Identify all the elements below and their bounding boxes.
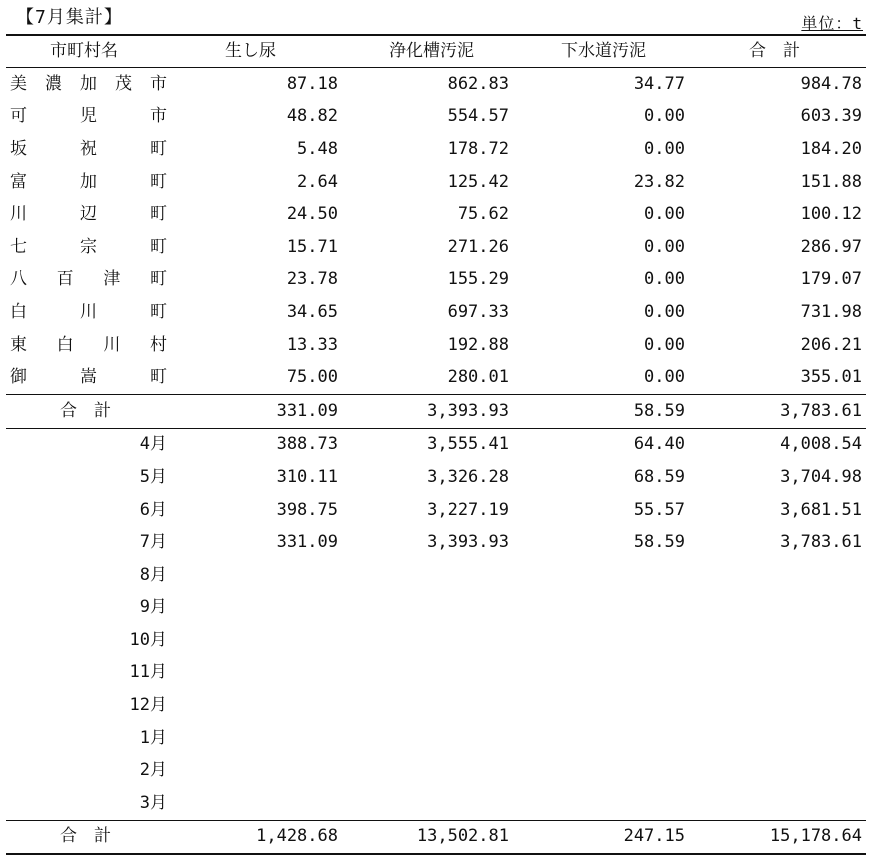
septic-sludge-value: 271.26 [447,236,509,257]
sewer-sludge-value: 0.00 [644,106,685,127]
municipality-name: 御嵩町 [10,367,167,388]
sewer-sludge-value [513,754,689,787]
grand-total-row [6,820,866,854]
municipality-row [6,198,866,231]
total-value: 3,681.51 [780,499,862,520]
subtotal-row [6,394,866,428]
month-row [6,754,866,787]
header-total: 合 計 [749,41,800,61]
raw-sewage-value: 23.78 [286,269,338,290]
month-row [6,657,866,690]
month-label: 11月 [129,662,167,683]
municipality-name: 七宗町 [10,236,167,257]
septic-sludge-value: 192.88 [447,334,509,355]
septic-sludge-value: 3,326.28 [427,466,509,487]
month-label: 7月 [139,532,167,553]
waste-table [6,34,866,855]
month-label: 10月 [129,629,167,650]
sewer-sludge-value: 0.00 [644,367,685,388]
septic-sludge-value: 3,227.19 [427,499,509,520]
septic-sludge-value: 125.42 [447,171,509,192]
septic-sludge-value: 155.29 [447,269,509,290]
septic-sludge-value [342,689,513,722]
total-value [689,624,866,657]
sewer-sludge-value [513,722,689,755]
municipality-name: 可児市 [10,106,167,127]
sewer-sludge-value: 68.59 [633,466,685,487]
raw-sewage-value [175,754,342,787]
sewer-sludge-value: 0.00 [644,138,685,159]
header-municipality: 市町村名 [50,41,118,61]
month-row [6,461,866,494]
septic-sludge-value [342,657,513,690]
header-sewer-sludge: 下水道汚泥 [561,41,646,61]
header-row [6,35,866,68]
septic-sludge-value: 3,393.93 [427,532,509,553]
septic-sludge-value: 3,555.41 [427,434,509,455]
total-value: 206.21 [800,334,862,355]
total-value: 4,008.54 [780,434,862,455]
raw-sewage-value: 48.82 [286,106,338,127]
sewer-sludge-value [513,689,689,722]
municipality-name: 東白川村 [10,334,167,355]
total-value: 3,704.98 [780,466,862,487]
total-value: 179.07 [800,269,862,290]
septic-sludge-value [342,592,513,625]
month-row [6,428,866,461]
raw-sewage-value [175,559,342,592]
raw-sewage-value [175,689,342,722]
sewer-sludge-value: 64.40 [633,434,685,455]
sewer-sludge-value: 0.00 [644,301,685,322]
septic-sludge-value [342,722,513,755]
raw-sewage-value: 388.73 [276,434,338,455]
month-row [6,526,866,559]
month-label: 8月 [139,564,167,585]
total-value [689,559,866,592]
raw-sewage-value: 310.11 [276,466,338,487]
subtotal-label: 合 計 [6,394,175,428]
septic-sludge-value: 75.62 [457,204,509,225]
grand-total-raw-sewage: 1,428.68 [175,820,342,854]
raw-sewage-value [175,787,342,820]
month-label: 3月 [139,792,167,813]
total-value: 151.88 [800,171,862,192]
raw-sewage-value: 34.65 [286,301,338,322]
subtotal-septic-sludge: 3,393.93 [342,394,513,428]
septic-sludge-value: 862.83 [447,73,509,94]
raw-sewage-value: 2.64 [297,171,338,192]
month-label: 9月 [139,597,167,618]
raw-sewage-value [175,624,342,657]
subtotal-section [6,394,866,428]
grand-total-label: 合 計 [6,820,175,854]
monthly-rows [6,428,866,820]
septic-sludge-value [342,559,513,592]
municipality-row [6,329,866,362]
municipality-name: 白川町 [10,301,167,322]
subtotal-raw-sewage: 331.09 [175,394,342,428]
month-label: 12月 [129,695,167,716]
municipality-row [6,133,866,166]
month-row [6,494,866,527]
raw-sewage-value: 15.71 [286,236,338,257]
month-row [6,592,866,625]
municipality-name: 美濃加茂市 [10,73,167,94]
sewer-sludge-value: 0.00 [644,334,685,355]
total-value [689,592,866,625]
month-row [6,689,866,722]
grand-total-total: 15,178.64 [689,820,866,854]
municipality-row [6,296,866,329]
month-row [6,559,866,592]
sewer-sludge-value [513,592,689,625]
sewer-sludge-value [513,559,689,592]
total-value [689,754,866,787]
grand-total-septic-sludge: 13,502.81 [342,820,513,854]
sewer-sludge-value: 0.00 [644,236,685,257]
sewer-sludge-value: 23.82 [633,171,685,192]
raw-sewage-value [175,722,342,755]
municipality-row [6,101,866,134]
total-value: 184.20 [800,138,862,159]
raw-sewage-value: 75.00 [286,367,338,388]
grand-total-sewer-sludge: 247.15 [513,820,689,854]
total-value: 603.39 [800,106,862,127]
sewer-sludge-value [513,624,689,657]
total-value: 984.78 [800,73,862,94]
unit-label: 単位：t [801,14,863,33]
septic-sludge-value [342,787,513,820]
sewer-sludge-value: 34.77 [633,73,685,94]
raw-sewage-value: 398.75 [276,499,338,520]
month-label: 5月 [139,466,167,487]
raw-sewage-value: 5.48 [297,138,338,159]
total-value: 286.97 [800,236,862,257]
total-value: 100.12 [800,204,862,225]
municipality-name: 川辺町 [10,204,167,225]
municipality-row [6,231,866,264]
septic-sludge-value: 697.33 [447,301,509,322]
septic-sludge-value: 280.01 [447,367,509,388]
month-label: 4月 [139,434,167,455]
sewer-sludge-value: 58.59 [633,532,685,553]
septic-sludge-value [342,624,513,657]
sewer-sludge-value [513,657,689,690]
total-value: 355.01 [800,367,862,388]
sewer-sludge-value: 0.00 [644,269,685,290]
raw-sewage-value: 331.09 [276,532,338,553]
municipality-name: 八百津町 [10,269,167,290]
month-row [6,624,866,657]
grand-total-section [6,820,866,854]
month-label: 2月 [139,760,167,781]
municipality-name: 坂祝町 [10,138,167,159]
header-raw-sewage: 生し尿 [225,41,276,61]
raw-sewage-value: 13.33 [286,334,338,355]
total-value [689,657,866,690]
municipality-row [6,68,866,101]
total-value [689,787,866,820]
municipality-row [6,361,866,394]
raw-sewage-value: 24.50 [286,204,338,225]
sewer-sludge-value: 55.57 [633,499,685,520]
raw-sewage-value [175,592,342,625]
municipality-row [6,166,866,199]
month-label: 6月 [139,499,167,520]
report-title: 【7月集計】 [16,7,123,28]
septic-sludge-value: 178.72 [447,138,509,159]
municipality-row [6,264,866,297]
municipality-rows [6,68,866,395]
raw-sewage-value: 87.18 [286,73,338,94]
month-row [6,787,866,820]
septic-sludge-value: 554.57 [447,106,509,127]
subtotal-total: 3,783.61 [689,394,866,428]
raw-sewage-value [175,657,342,690]
septic-sludge-value [342,754,513,787]
municipality-name: 富加町 [10,171,167,192]
header-septic-sludge: 浄化槽汚泥 [389,41,474,61]
total-value: 731.98 [800,301,862,322]
total-value [689,689,866,722]
subtotal-sewer-sludge: 58.59 [513,394,689,428]
sewer-sludge-value [513,787,689,820]
total-value [689,722,866,755]
month-row [6,722,866,755]
sewer-sludge-value: 0.00 [644,204,685,225]
month-label: 1月 [139,727,167,748]
total-value: 3,783.61 [780,532,862,553]
